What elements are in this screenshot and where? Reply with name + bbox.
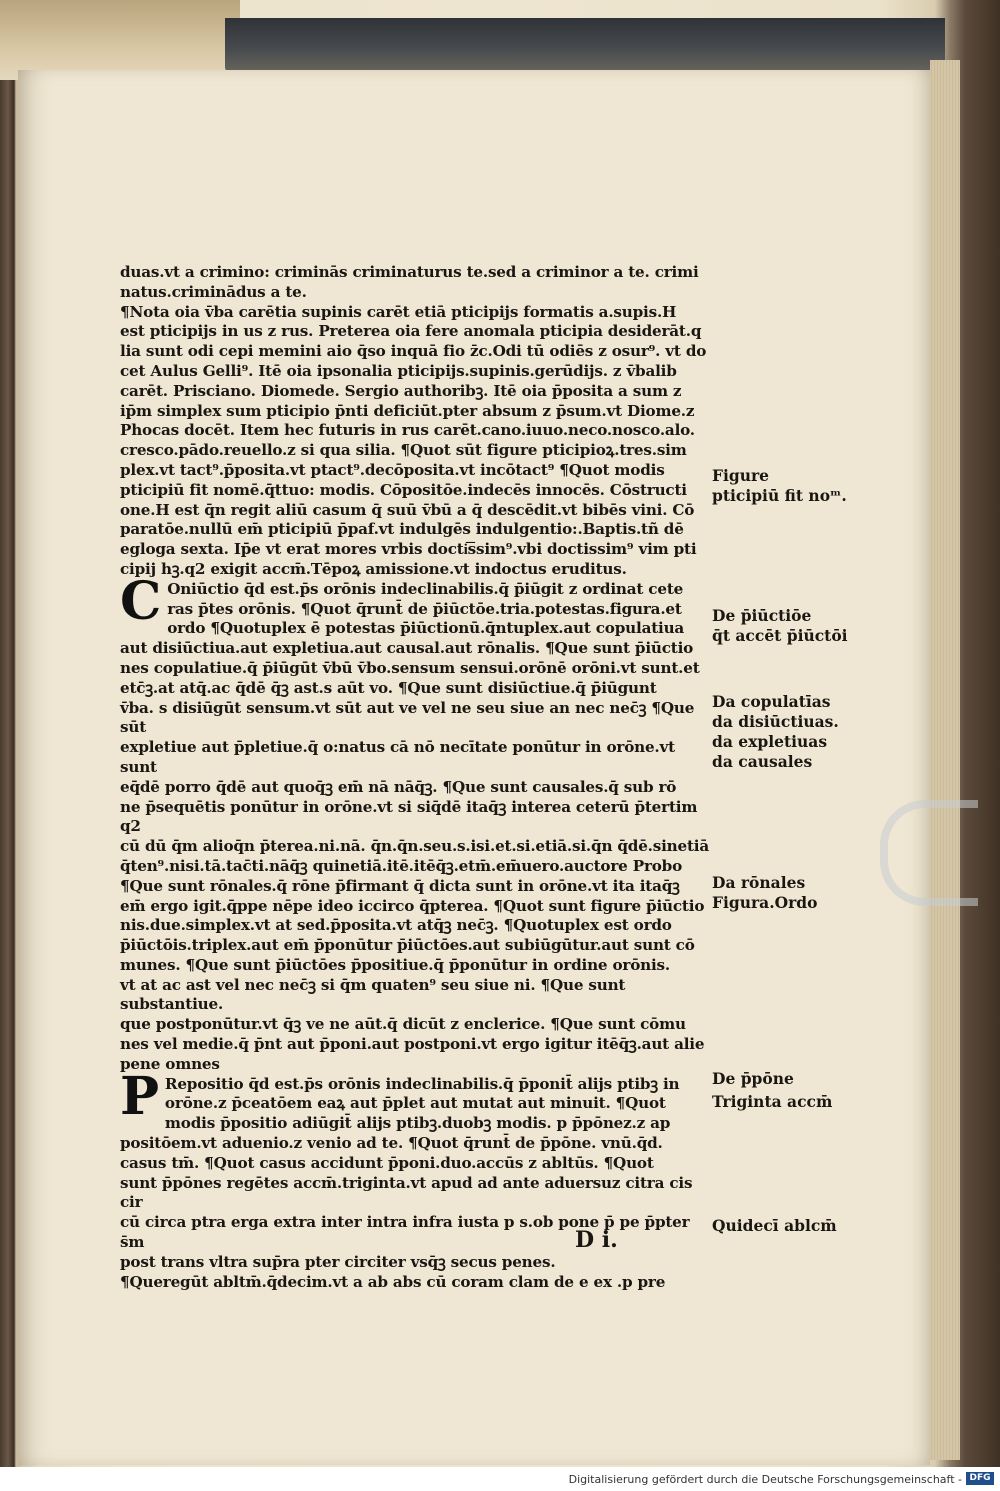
text-line: Oniūctio q̄d est.p̄s orōnis indeclinabilis.q̄ p̄iūgit z ordinat cete bbox=[167, 579, 684, 598]
text-line: ¶Nota oia v̄ba carētia supinis carēt etiā pticipijs formatis a.supis.H bbox=[120, 302, 677, 321]
margin-note: Da copulatīas bbox=[712, 692, 831, 711]
book-top-edge bbox=[0, 0, 240, 80]
text-line: ordo ¶Quotuplex ē potestas p̄iūctionū.q̄ntuplex.aut copulatiua bbox=[167, 619, 685, 638]
text-line: munes. ¶Que sunt p̄iūctōes p̄positiue.q̄ p̄ponūtur in ordine orōnis. bbox=[120, 955, 670, 974]
book-cover-spine bbox=[225, 18, 945, 73]
margin-note: Figura.Ordo bbox=[712, 893, 818, 912]
funding-credit: Digitalisierung gefördert durch die Deutsche Forschungsgemeinschaft - bbox=[568, 1473, 962, 1486]
margin-note: da causales bbox=[712, 752, 813, 771]
text-line: ¶Que sunt rōnales.q̄ rōne p̄firmant q̄ dicta sunt in orōne.vt ita itaq̄ꝫ bbox=[120, 876, 680, 895]
text-line: natus.criminādus a te. bbox=[120, 282, 307, 301]
dfg-logo: DFG bbox=[966, 1472, 994, 1485]
text-line: cet Aulus Gelli⁹. Itē oia ipsonalia pticipijs.supinis.gerūdijs. z v̄balib bbox=[120, 361, 677, 380]
section-preposition bbox=[120, 1065, 710, 1293]
text-line: que postponūtur.vt q̄ꝫ ve ne aūt.q̄ dicūt z enclerice. ¶Que sunt cōmu bbox=[120, 1015, 686, 1034]
text-line: aut disiūctiua.aut expletiua.aut causal.aut rōnalis. ¶Que sunt p̄iūctio bbox=[120, 639, 694, 658]
margin-note: pticipiū fit noᵐ. bbox=[712, 486, 847, 505]
margin-note: Quidecī ablcm̄ bbox=[712, 1216, 837, 1235]
text-line: duas.vt a crimino: criminās criminaturus te.sed a criminor a te. crimi bbox=[120, 263, 699, 281]
text-line: one.H est q̄n regit aliū casum q̄ suū v̄bū a q̄ descēdit.vt bibēs vini. Cō bbox=[120, 500, 695, 519]
text-line: paratōe.nullū em̄ pticipiū p̄paf.vt indulgēs indulgentio:.Baptis.tñ dē bbox=[120, 520, 684, 539]
text-line: carēt. Prisciano. Diomede. Sergio authoribꝫ. Itē oia p̄posita a sum z bbox=[120, 381, 682, 400]
margin-note: Triginta accm̄ bbox=[712, 1092, 833, 1111]
text-line: em̄ ergo igit.q̄ppe nēpe ideo iccirco q̄pterea. ¶Quot sunt figure p̄iūctio bbox=[120, 896, 705, 915]
text-line: cipij hꝫ.q2 exigit accm̄.Tēpoꝝ amissione.vt indoctus eruditus. bbox=[120, 559, 627, 578]
text-line: ip̄m simplex sum pticipio p̄nti deficiūt.pter absum z p̄sum.vt Diome.z bbox=[120, 401, 695, 420]
text-line: est pticipijs in us z rus. Preterea oia fere anomala pticipia desiderāt.q bbox=[120, 322, 702, 341]
margin-note: da disiūctiuas. bbox=[712, 712, 839, 731]
text-line: egloga sexta. Ip̄e vt erat mores vrbis docti͞ssim⁹.vbi doctissim⁹ vim pti bbox=[120, 540, 697, 559]
text-line: cū dū q̄m alioq̄n p̄terea.ni.nā. q̄n.q̄n.seu.s.isi.et.si.etiā.si.q̄n q̄dē.sinetiā bbox=[120, 837, 710, 856]
text-line: cū circa ptra erga extra inter intra infra iusta p s.ob pone p̄ pe p̄pter s̄m bbox=[120, 1213, 690, 1252]
margin-note: De p̄pōne bbox=[712, 1069, 794, 1088]
text-line: sunt p̄pōnes regētes accm̄.triginta.vt apud ad ante aduersuz citra cis cir bbox=[120, 1173, 693, 1212]
text-line: orōne.z p̄ceatōem eaꝝ aut p̄plet aut mutat aut minuit. ¶Quot bbox=[164, 1094, 666, 1113]
text-line: pene omnes bbox=[120, 1054, 220, 1073]
text-line: lia sunt odi cepi memini aio q̄so inquā fio z̄c.Odi tū odiēs z osur⁹. vt do bbox=[120, 342, 707, 361]
text-line: casus tm̄. ¶Quot casus accidunt p̄poni.duo.accūs z abltūs. ¶Quot bbox=[120, 1153, 654, 1172]
text-line: nis.due.simplex.vt at sed.p̄posita.vt atq̄ꝫ nec̄ꝫ. ¶Quotuplex est ordo bbox=[120, 916, 672, 935]
margin-note: De p̄iūctiōe bbox=[712, 606, 812, 625]
text-line: post trans vltra sup̄ra pter circiter vsq̄ꝫ secus penes. bbox=[120, 1252, 556, 1271]
text-line: plex.vt tact⁹.p̄posita.vt ptact⁹.decōposita.vt incōtact⁹ ¶Quot modis bbox=[120, 460, 665, 479]
drop-cap-initial: C bbox=[120, 570, 162, 632]
margin-note: Da rōnales bbox=[712, 873, 806, 892]
footer-bar bbox=[0, 1467, 1000, 1491]
text-line: ras p̄tes orōnis. ¶Quot q̄runt̄ de p̄iūctōe.tria.potestas.figura.et bbox=[167, 599, 682, 618]
text-line: pticipiū fit nomē.q̄ttuo: modis. Cōpositōe.indecēs innocēs. Cōstructi bbox=[120, 480, 687, 499]
text-line: vt at ac ast vel nec nec̄ꝫ si q̄m quaten⁹ seu siue ni. ¶Que sunt substantiue. bbox=[120, 975, 626, 1014]
text-line: v̄ba. s disiūgūt sensum.vt sūt aut ve vel ne seu siue an nec nec̄ꝫ ¶Que sūt bbox=[120, 698, 695, 737]
text-line: ¶Queregūt abltm̄.q̄decim.vt a ab abs cū coram clam de e ex .p pre bbox=[120, 1272, 666, 1291]
signature-mark: D i. bbox=[575, 1227, 618, 1253]
margin-note: da expletiuas bbox=[712, 732, 828, 751]
text-line: nes vel medie.q̄ p̄nt aut p̄poni.aut postponi.vt ergo igitur itēq̄ꝫ.aut alie bbox=[120, 1035, 705, 1054]
text-line: nes copulatiue.q̄ p̄iūgūt v̄bū v̄bo.sensum sensui.orōnē orōni.vt sunt.et bbox=[120, 658, 700, 677]
page-edges bbox=[930, 60, 960, 1460]
text-line: eq̄dē porro q̄dē aut quoq̄ꝫ em̄ nā nāq̄ꝫ. ¶Que sunt causales.q̄ sub rō bbox=[120, 777, 677, 796]
section-participles bbox=[120, 263, 710, 580]
text-line: modis p̄positio adiūgit̄ alijs ptibꝫ.duobꝫ modis. p p̄pōnez.z ap bbox=[164, 1114, 671, 1133]
text-line: etc̄ꝫ.at atq̄.ac q̄dē q̄ꝫ ast.s aūt vo. ¶Que sunt disiūctiue.q̄ p̄iūgunt bbox=[120, 678, 657, 697]
text-line: expletiue aut p̄pletiue.q̄ o:natus cā nō necītate ponūtur in orōne.vt sunt bbox=[120, 738, 675, 776]
main-text-block bbox=[120, 263, 710, 1292]
text-line: Phocas docēt. Item hec futuris in rus carēt.cano.iuuo.neco.nosco.alo. bbox=[120, 421, 695, 440]
margin-note: Figure bbox=[712, 466, 770, 485]
text-line: positōem.vt aduenio.z venio ad te. ¶Quot q̄runt̄ de p̄pōne. vnū.q̄d. bbox=[120, 1134, 663, 1153]
margin-note: q̄t accēt p̄iūctōi bbox=[712, 626, 848, 645]
text-line: Repositio q̄d est.p̄s orōnis indeclinabilis.q̄ p̄ponit̄ alijs ptibꝫ in bbox=[164, 1074, 680, 1093]
section-conjunction bbox=[120, 570, 710, 1075]
text-line: p̄iūctōis.triplex.aut em̄ p̄ponūtur p̄iūctōes.aut subiūgūtur.aut sunt cō bbox=[120, 936, 695, 955]
text-line: q̄ten⁹.nisi.tā.tac̄ti.nāq̄ꝫ quinetiā.itē.itēq̄ꝫ.etm̄.em̄uero.auctore Probo bbox=[120, 856, 683, 875]
text-line: ne p̄sequētis ponūtur in orōne.vt si siq̄dē itaq̄ꝫ interea ceterū p̄tertim q2 bbox=[120, 797, 698, 836]
page-clip bbox=[880, 800, 978, 906]
text-line: cresco.pādo.reuello.z si qua silia. ¶Quot sūt figure pticipioꝝ.tres.sim bbox=[120, 441, 687, 460]
drop-cap-initial: P bbox=[120, 1065, 159, 1127]
